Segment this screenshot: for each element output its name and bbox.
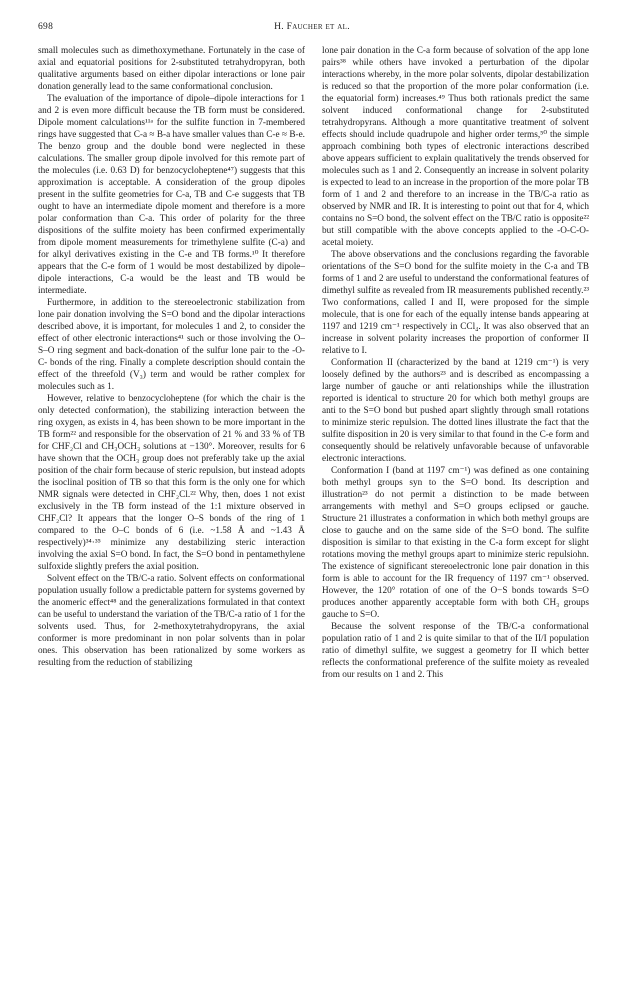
paragraph: lone pair donation in the C-a form because of solvation of the app lone pairs³⁸ while others have invoked a perturbation of the dipolar interactions whereby, in the more polar solvents, dipolar destabilization is reduced so that the proportion of the more polar conformation (i.e. the equatorial form) increases.⁴⁹ Thus both rationals predict the same solvent induced conformational change for 2-substituted tetrahydropyrans. Although a more quantitative treatment of solvent effects should include quadrupole and higher order terms,⁵⁰ the simple approach combining both types of electronic interactions described above appears sufficient to explain qualitatively the trends observed for molecules such as 1 and 2. Consequently an increase in solvent polarity is expected to lead to an increase in the proportion of the more polar TB form of 1 and 2 and therefore to an increase in the TB/C-a ratio as observed by NMR and IR. It is interesting to point out that for 4, which contains no S=O bond, the solvent effect on the TB/C ratio is opposite²² but still compatible with the above concepts applied to the -O-C-O- acetal moiety. <box>322 46 589 248</box>
paragraph: Conformation I (band at 1197 cm⁻¹) was defined as one containing both methyl groups syn to the S=O bond. Its description and illustration²³ do not permit a distinction to be made between arrangements with methyl and S=O groups eclipsed or gauche. Structure 21 illustrates a conformation in which both methyl groups are close to gauche and on the same side of the S=O bond. The sulfite disposition is similar to that existing in the C-a form except for slight rotations moving the methyl groups apart to minimize steric repulsiohn. The existence of significant stereoelectronic lone pair donation in this form is able to account for the IR frequency of 1197 cm⁻¹ observed. However, the 120° rotation of one of the O−S bonds towards S=O produces another apparently acceptable form with both CH₃ groups gauche to S=O. <box>322 466 589 620</box>
paragraph: Because the solvent response of the TB/C-a conformational population ratio of 1 and 2 is quite similar to that of the II/I population ratio of dimethyl sulfite, we suggest a geometry for II which better reflects the conformational preference of the sulfite moiety as revealed from our results on 1 and 2. This <box>322 622 589 680</box>
paragraph: Conformation II (characterized by the band at 1219 cm⁻¹) is very loosely defined by the authors²³ and is described as encompassing a large number of gauche or anti relationships while the illustration reported is identical to structure 20 for which both methyl groups are anti to the S=O bond but pushed apart slightly through small rotations to minimize steric repulsion. The dotted lines illustrate the fact that the sulfite disposition in 20 is very similar to that found in the C-e form and consequently should be relatively unfavorable because of unfavorable electronic interactions. <box>322 358 589 464</box>
left-column <box>38 45 305 995</box>
paragraph: Solvent effect on the TB/C-a ratio. Solvent effects on conformational population usually follow a predictable pattern for systems governed by the anomeric effect⁴⁸ and the generalizations formulated in that context can be useful to understand the variation of the TB/C-a ratio of 1 for the solvents used. Thus, for 2-methoxytetrahydropyrans, the axial conformer is more predominant in non polar solvents than in polar ones. This observation has been rationalized by some workers as resulting from the reduction of stabilizing <box>38 574 305 668</box>
paragraph: Furthermore, in addition to the stereoelectronic stabilization from lone pair donation involving the S=O bond and the dipolar interactions described above, it is important, for molecules 1 and 2, to consider the effect of other electronic interactions⁴¹ such or those involving the O–S–O ring segment and back-donation of the sulfur lone pair to the -O-C- bonds of the ring. Finally a complete description should contain the effect of the threefold (V₃) term and would be rather complex for molecules such as 1. <box>38 298 305 392</box>
paragraph: However, relative to benzocycloheptene (for which the chair is the only detected conformation), the stabilizing interaction between the ring oxygen, as exists in 4, has been shown to be more important in the TB form²² and responsible for the observation of 21 % and 33 % of TB for CHF₂Cl and CH₃OCH₃ solutions at −130°. Moreover, results for 6 have shown that the OCH₃ group does not preferably take up the axial position of the chair form because of steric repulsion, but instead adopts the isoclinal position of TB so that this form is the only one for which NMR signals were detected in CHF₂Cl.²² Why, then, does 1 not exist exclusively in the TB form instead of the 1:1 mixture observed in CHF₂Cl? It appears that the longer O–S bonds of the ring of 1 compared to the O–C bonds of 6 (i.e. ~1.58 Å and ~1.43 Å respectively)³⁴·³⁵ minimize any destabilizing steric interaction involving the axial S=O bond. In fact, the S=O bond in pentamethylene sulfoxide slightly prefers the axial position. <box>38 394 305 572</box>
paragraph: small molecules such as dimethoxymethane. Fortunately in the case of axial and equatorial positions for 2-substituted tetrahydropyran, both qualitative arguments based on either dipolar interactions or lone pair donation generally lead to the same conformational conclusion. <box>38 46 305 92</box>
page-number: 698 <box>38 22 54 32</box>
paragraph: The evaluation of the importance of dipole–dipole interactions for 1 and 2 is even more difficult because the TB form must be considered. Dipole moment calculations¹¹ᵃ for the sulfite function in 7-membered rings have suggested that C-a ≈ B-a have smaller values than C-e ≈ B-e. The benzo group and the double bond were neglected in these calculations. The smaller group dipole involved for this remote part of the molecules (i.e. 0.63 D) for benzocycloheptene⁴⁷) suggests that this approximation is acceptable. A consideration of the group dipoles present in the sulfite geometries for C-a, TB and C-e suggests that TB ought to have an intermediate dipole moment and therefore is a more polar conformation than C-a. This order of polarity for the three dispositions of the sulfite moiety has been confirmed experimentally from dipole moment measurements for trimethylene sulfite (C-a) and for alkyl derivatives existing in the C-e and TB forms.¹⁰ It therefore appears that the C-e form of 1 would be most destabilized by dipole–dipole interactions, C-a would be the least and TB would be intermediate. <box>38 94 305 296</box>
running-head: H. Faucher et al. <box>274 22 350 32</box>
page-header <box>38 22 586 36</box>
right-column <box>322 45 589 995</box>
paragraph: The above observations and the conclusions regarding the favorable orientations of the S=O bond for the sulfite moiety in the C-a and TB forms of 1 and 2 are useful to understand the conformational features of dimethyl sulfite as revealed from IR measurements published recently.²³ Two conformations, called I and II, were proposed for the simple molecule, that is one for each of the equally intense bands appearing at 1197 and 1219 cm⁻¹ respectively in CCl₄. It was also observed that an increase in solvent polarity increases the proportion of conformer II relative to I. <box>322 250 589 356</box>
